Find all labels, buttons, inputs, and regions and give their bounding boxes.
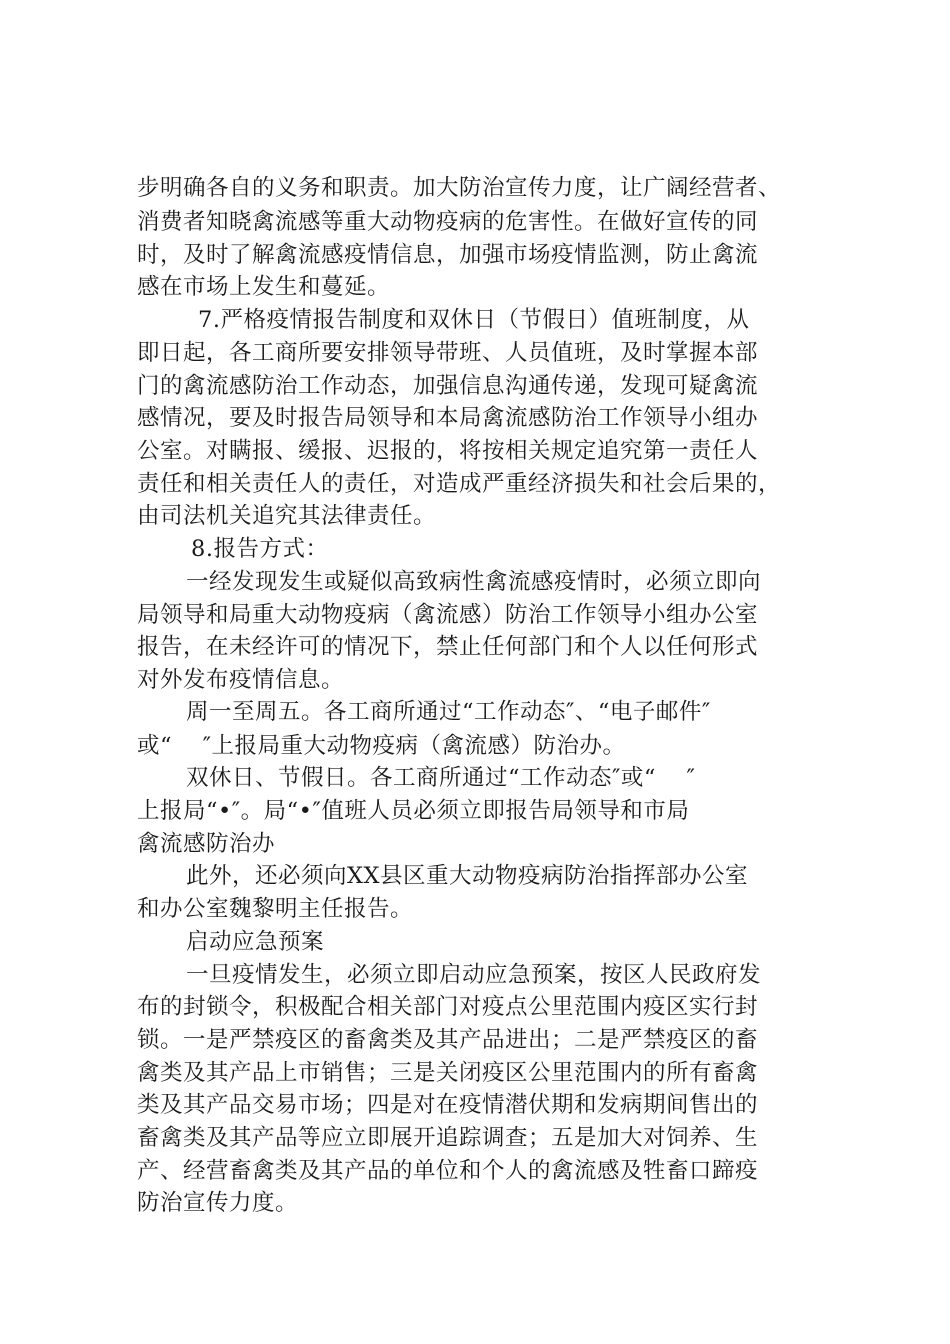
text-line: 此外，还必须向XX县区重大动物疫病防治指挥部办公室 xyxy=(186,863,749,889)
text-line: 双休日、节假日。各工商所通过“工作动态″或“ ″ xyxy=(186,765,696,791)
text-line: 感情况，要及时报告局领导和本局禽流感防治工作领导小组办 xyxy=(137,405,759,431)
text-line: 和办公室魏黎明主任报告。 xyxy=(137,896,414,922)
text-line: 启动应急预案 xyxy=(186,929,325,955)
text-line: 防治宣传力度。 xyxy=(137,1190,299,1216)
text-line: 上报局“•″。局“•″值班人员必须立即报告局领导和市局 xyxy=(137,798,690,824)
text-line: 由司法机关追究其法律责任。 xyxy=(137,503,437,529)
text-line: 7.严格疫情报告制度和双休日（节假日）值班制度，从 xyxy=(198,307,750,333)
text-line: 禽流感防治办 xyxy=(137,831,276,857)
text-line: 类及其产品交易市场；四是对在疫情潜伏期和发病期间售出的 xyxy=(137,1092,759,1118)
text-line: 一经发现发生或疑似高致病性禽流感疫情时，必须立即向 xyxy=(186,569,762,595)
text-line: 或“ ″上报局重大动物疫病（禽流感）防治办。 xyxy=(137,733,626,759)
text-line: 8.报告方式： xyxy=(191,536,329,562)
text-line: 产、经营畜禽类及其产品的单位和个人的禽流感及牲畜口蹄疫 xyxy=(137,1158,759,1184)
text-line: 即日起，各工商所要安排领导带班、人员值班，及时掌握本部 xyxy=(137,340,759,366)
text-line: 锁。一是严禁疫区的畜禽类及其产品进出；二是严禁疫区的畜 xyxy=(137,1027,759,1053)
text-line: 局领导和局重大动物疫病（禽流感）防治工作领导小组办公室 xyxy=(137,602,759,628)
text-line: 感在市场上发生和蔓延。 xyxy=(137,274,391,300)
text-line: 对外发布疫情信息。 xyxy=(137,667,345,693)
text-line: 时，及时了解禽流感疫情信息，加强市场疫情监测，防止禽流 xyxy=(137,242,759,268)
text-line: 畜禽类及其产品等应立即展开追踪调查；五是加大对饲养、生 xyxy=(137,1125,759,1151)
text-line: 责任和相关责任人的责任，对造成严重经济损失和社会后果的， xyxy=(137,471,782,497)
text-line: 消费者知晓禽流感等重大动物疫病的危害性。在做好宣传的同 xyxy=(137,209,759,235)
text-line: 一旦疫情发生，必须立即启动应急预案，按区人民政府发 xyxy=(186,962,762,988)
text-line: 周一至周五。各工商所通过“工作动态″、“电子邮件″ xyxy=(186,699,711,725)
text-line: 禽类及其产品上市销售；三是关闭疫区公里范围内的所有畜禽 xyxy=(137,1060,759,1086)
text-line: 门的禽流感防治工作动态，加强信息沟通传递，发现可疑禽流 xyxy=(137,373,759,399)
text-line: 报告，在未经许可的情况下，禁止任何部门和个人以任何形式 xyxy=(137,634,759,660)
text-line: 公室。对瞒报、缓报、迟报的，将按相关规定追究第一责任人 xyxy=(137,438,759,464)
text-line: 布的封锁令，积极配合相关部门对疫点公里范围内疫区实行封 xyxy=(137,994,759,1020)
text-line: 步明确各自的义务和职责。加大防治宣传力度，让广阔经营者、 xyxy=(137,175,782,201)
